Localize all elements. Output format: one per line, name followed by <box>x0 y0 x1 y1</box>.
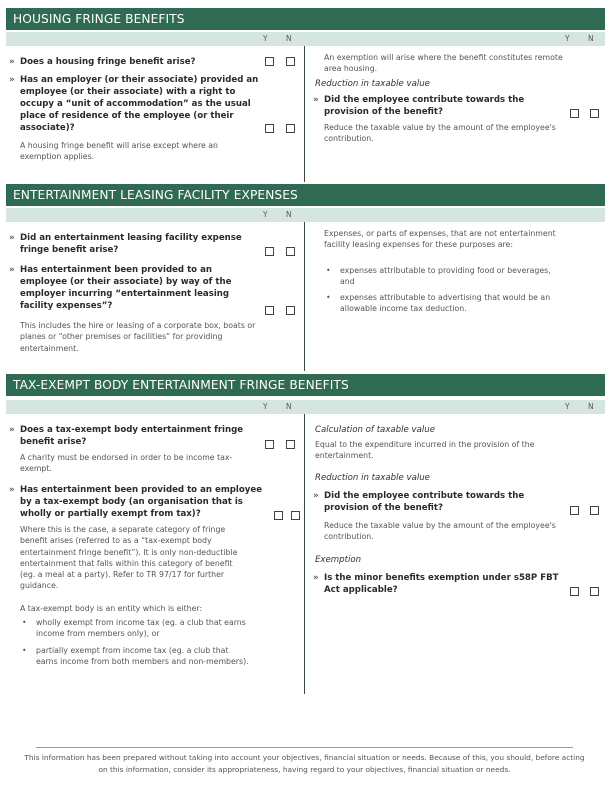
yes-checkbox[interactable] <box>570 109 579 118</box>
yes-checkbox[interactable] <box>570 506 579 515</box>
question-text: Does a tax-exempt body entertainment fringe benefit arise? <box>20 425 244 447</box>
yes-checkbox[interactable] <box>265 247 274 256</box>
no-checkbox[interactable] <box>286 124 295 133</box>
no-label: N <box>588 34 594 43</box>
note-text: Reduce the taxable value by the amount of the employee's contribution. <box>324 521 556 542</box>
yes-checkbox[interactable] <box>265 306 274 315</box>
question-text: Has entertainment been provided to an employee by a tax-exempt body (an organisation that is wholly or partially exempt from tax)? <box>20 485 263 519</box>
question-tax-exempt-benefit-arise <box>9 424 256 448</box>
section-tax-exempt-body <box>6 374 605 694</box>
question-text: Did an entertainment leasing facility expense fringe benefit arise? <box>20 233 242 255</box>
bullet-marker: » <box>313 491 319 501</box>
bullet-marker: » <box>9 265 15 275</box>
question-text: Does a housing fringe benefit arise? <box>20 57 196 67</box>
no-checkbox[interactable] <box>291 511 300 520</box>
yes-checkbox[interactable] <box>274 511 283 520</box>
no-checkbox[interactable] <box>286 57 295 66</box>
yes-label: Y <box>263 34 268 43</box>
section-title: HOUSING FRINGE BENEFITS <box>6 8 605 30</box>
no-checkbox[interactable] <box>286 247 295 256</box>
yes-checkbox[interactable] <box>265 57 274 66</box>
question-employee-contribute <box>313 94 560 118</box>
yes-checkbox[interactable] <box>265 124 274 133</box>
bullet-marker: » <box>313 95 319 105</box>
no-checkbox[interactable] <box>590 506 599 515</box>
bullet-item: • expenses attributable to providing food or beverages, and <box>326 266 551 287</box>
question-unit-of-accommodation <box>9 74 266 134</box>
subheading-calculation: Calculation of taxable value <box>315 425 436 435</box>
section-title: TAX-EXEMPT BODY ENTERTAINMENT FRINGE BENEFITS <box>6 374 605 396</box>
column-divider <box>304 222 305 371</box>
question-employee-contribute <box>313 490 560 514</box>
question-housing-benefit-arise <box>9 56 260 68</box>
section-body <box>6 414 605 694</box>
section-entertainment-leasing <box>6 184 605 371</box>
bullet-item: • expenses attributable to advertising that would be an allowable income tax deduction. <box>326 293 551 314</box>
yes-checkbox[interactable] <box>570 587 579 596</box>
no-checkbox[interactable] <box>590 587 599 596</box>
bullet-marker: » <box>9 485 15 495</box>
non-entertainment-expenses-text: Expenses, or parts of expenses, that are not entertainment facility leasing expenses for these purposes are: <box>324 229 556 250</box>
yes-label: Y <box>263 210 268 219</box>
footer-disclaimer: This information has been prepared without taking into account your objectives, financial situation or needs. Because of this, you should, before acting on this information, consider its appropriateness, having regard to your objectives, financial situation or needs. <box>24 753 585 774</box>
subheading-reduction: Reduction in taxable value <box>315 473 430 483</box>
bullet-item: • partially exempt from income tax (eg. a club that earns income from both members and non-members). <box>22 646 249 667</box>
yes-label: Y <box>263 402 268 411</box>
bullet-text: expenses attributable to advertising that would be an allowable income tax deduction. <box>340 293 551 314</box>
no-checkbox[interactable] <box>590 109 599 118</box>
question-text: Has entertainment been provided to an employee (or their associate) by way of the employer incurring “entertainment leasing facility expenses”? <box>20 265 232 311</box>
subheading-exemption: Exemption <box>315 555 362 565</box>
no-label: N <box>286 34 292 43</box>
column-divider <box>304 414 305 694</box>
bullet-marker: » <box>9 57 15 67</box>
question-entertainment-provided <box>9 264 256 312</box>
note-text: A charity must be endorsed in order to be income tax-exempt. <box>20 453 233 474</box>
no-checkbox[interactable] <box>286 306 295 315</box>
question-text: Did the employee contribute towards the provision of the benefit? <box>324 491 525 513</box>
yes-no-header <box>6 400 605 414</box>
note-text: A tax-exempt body is an entity which is either: <box>20 604 203 613</box>
question-text: Has an employer (or their associate) provided an employee (or their associate) with a right to occupy a “unit of accommodation” as the usual place of residence of the employee (or their associate)? <box>20 75 259 133</box>
section-title: ENTERTAINMENT LEASING FACILITY EXPENSES <box>6 184 605 206</box>
note-text: This includes the hire or leasing of a corporate box, boats or planes or “other premises or facilities” for providing entertainment. <box>20 321 256 353</box>
exemption-text: An exemption will arise where the benefit constitutes remote area housing. <box>324 53 563 74</box>
no-label: N <box>286 210 292 219</box>
yes-label: Y <box>565 402 570 411</box>
section-housing-fringe-benefits <box>6 8 605 182</box>
note-text: Where this is the case, a separate category of fringe benefit arises (referred to as a “tax-exempt body entertainment fringe benefit”). It is only non-deductible entertainment that falls within this category of benefit (eg. a meal at a party). Refer to TR 97/17 for further guidance. <box>20 525 238 591</box>
subheading-reduction: Reduction in taxable value <box>315 79 430 89</box>
bullet-marker: » <box>313 573 319 583</box>
footer-divider <box>36 747 573 748</box>
yes-label: Y <box>565 34 570 43</box>
question-minor-benefits-exemption <box>313 572 564 596</box>
question-leasing-expense-arise <box>9 232 256 256</box>
bullet-text: expenses attributable to providing food or beverages, and <box>340 266 551 287</box>
question-text: Did the employee contribute towards the provision of the benefit? <box>324 95 525 117</box>
note-text: Reduce the taxable value by the amount of the employee's contribution. <box>324 123 556 144</box>
yes-no-header <box>6 32 605 46</box>
note-text: A housing fringe benefit will arise except where an exemption applies. <box>20 141 218 162</box>
bullet-marker: » <box>9 233 15 243</box>
no-label: N <box>286 402 292 411</box>
no-label: N <box>588 402 594 411</box>
yes-no-header <box>6 208 605 222</box>
bullet-item: • wholly exempt from income tax (eg. a club that earns income from members only), or <box>22 618 246 639</box>
bullet-marker: » <box>9 75 15 85</box>
question-text: Is the minor benefits exemption under s58P FBT Act applicable? <box>324 573 559 595</box>
bullet-text: partially exempt from income tax (eg. a club that earns income from both members and non-members). <box>36 646 249 667</box>
no-checkbox[interactable] <box>286 440 295 449</box>
column-divider <box>304 46 305 182</box>
bullet-marker: » <box>9 425 15 435</box>
calculation-text: Equal to the expenditure incurred in the provision of the entertainment. <box>315 440 535 461</box>
section-body <box>6 46 605 182</box>
bullet-text: wholly exempt from income tax (eg. a club that earns income from members only), or <box>36 618 246 639</box>
question-tax-exempt-entertainment <box>9 484 266 520</box>
section-body <box>6 222 605 371</box>
yes-checkbox[interactable] <box>265 440 274 449</box>
